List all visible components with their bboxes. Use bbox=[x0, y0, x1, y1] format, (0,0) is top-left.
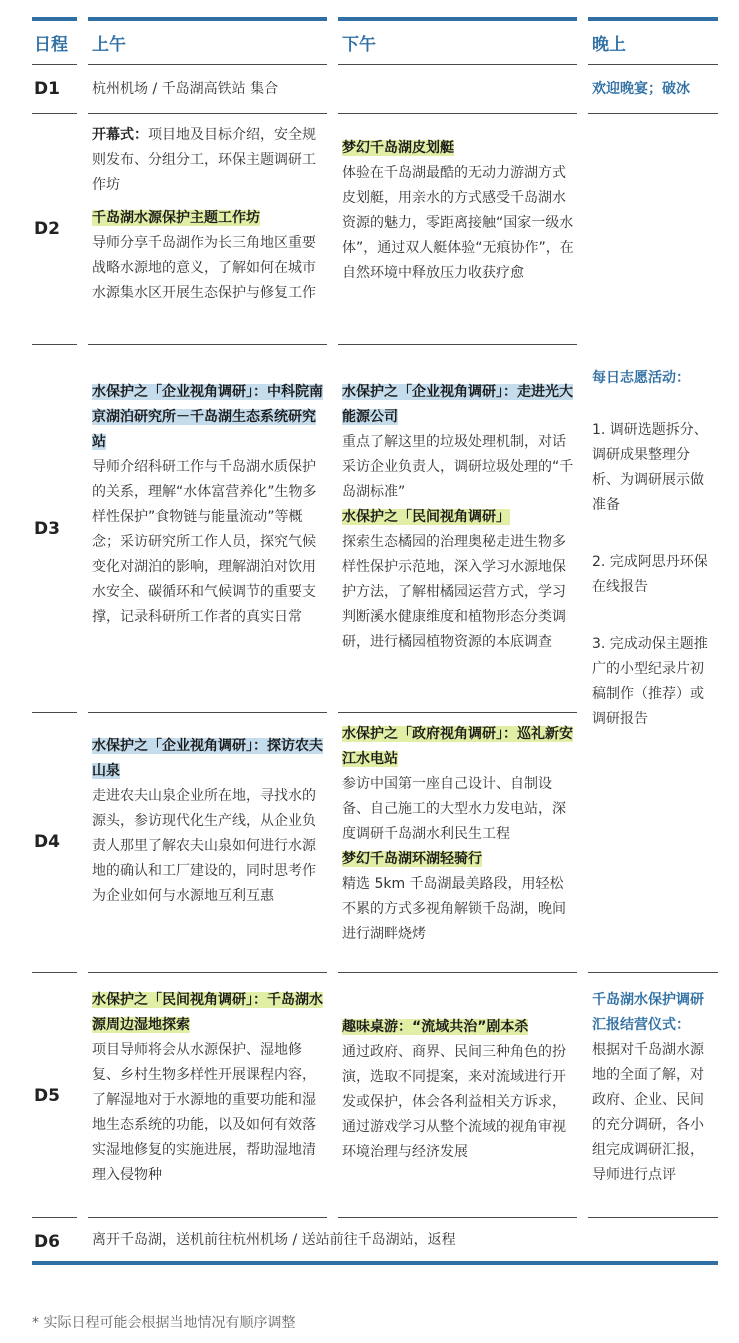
row-divider bbox=[588, 113, 718, 114]
d2-morning bbox=[92, 123, 326, 306]
d4-afternoon bbox=[342, 722, 576, 947]
row-divider bbox=[88, 712, 327, 713]
d5-wetland-text: 项目导师将会从水源保护、湿地修复、乡村生物多样性开展课程内容，了解湿地对于水源地的重要功能和湿地生态系统的功能，以及如何有效落实湿地修复的实施进展，帮助湿地清理入侵物种 bbox=[92, 1042, 316, 1183]
day-label-d5: D5 bbox=[34, 1086, 60, 1106]
d3-energy-text: 重点了解这里的垃圾处理机制，对话采访企业负责人，调研垃圾处理的“千岛湖标准” bbox=[342, 434, 574, 500]
d6-departure: 离开千岛湖，送机前往杭州机场 / 送站前往千岛湖站，返程 bbox=[92, 1232, 456, 1248]
d4-dam-text: 参访中国第一座自己设计、自制设备、自己施工的大型水力发电站，深度调研千岛湖水利民生工程 bbox=[342, 776, 566, 842]
row-divider bbox=[338, 344, 577, 345]
d4-dam-title: 水保护之「政府视角调研」：巡礼新安江水电站 bbox=[342, 726, 573, 767]
volunteer-item-1: 1. 调研选题拆分、调研成果整理分析、为调研展示做准备 bbox=[592, 422, 708, 513]
row-divider bbox=[32, 712, 77, 713]
row-divider bbox=[338, 113, 577, 114]
d5-game-title: 趣味桌游：“流域共治”剧本杀 bbox=[342, 1019, 529, 1035]
header-evening: 晚上 bbox=[592, 35, 626, 55]
row-divider bbox=[338, 972, 577, 973]
header-afternoon: 下午 bbox=[342, 35, 376, 55]
d4-nongfu-title: 水保护之「企业视角调研」：探访农夫山泉 bbox=[92, 738, 323, 779]
row-divider bbox=[88, 113, 327, 114]
d5-evening bbox=[592, 988, 716, 1188]
d3-orchard-title: 水保护之「民间视角调研」 bbox=[342, 509, 510, 525]
volunteer-item-3: 3. 完成动保主题推广的小型纪录片初稿制作（推荐）或调研报告 bbox=[592, 636, 708, 727]
header-bar-afternoon bbox=[338, 17, 577, 21]
d3-morning bbox=[92, 380, 326, 630]
volunteer-item-2: 2. 完成阿思丹环保在线报告 bbox=[592, 554, 708, 595]
header-bar-evening bbox=[588, 17, 718, 21]
d2-kayak-title: 梦幻千岛湖皮划艇 bbox=[342, 140, 454, 156]
d1-evening: 欢迎晚宴；破冰 bbox=[592, 81, 690, 97]
day-label-d6: D6 bbox=[34, 1232, 60, 1252]
row-divider bbox=[338, 1217, 577, 1218]
row-divider bbox=[588, 1217, 718, 1218]
d2-opening-label: 开幕式： bbox=[92, 127, 148, 143]
d5-closing-text: 根据对千岛湖水源地的全面了解，对政府、企业、民间的充分调研，各小组完成调研汇报，导师进行点评 bbox=[592, 1042, 704, 1183]
d1-morning: 杭州机场 / 千岛湖高铁站 集合 bbox=[92, 81, 279, 97]
d3-orchard-text: 探索生态橘园的治理奥秘走进生物多样性保护示范地，深入学习水源地保护方法，了解柑橘园运营方式，学习判断溪水健康维度和植物形态分类调研，进行橘园植物资源的本底调查 bbox=[342, 534, 566, 650]
header-day: 日程 bbox=[34, 35, 68, 55]
row-divider bbox=[338, 712, 577, 713]
d5-wetland-title: 水保护之「民间视角调研」：千岛湖水源周边湿地探索 bbox=[92, 992, 323, 1033]
d5-morning bbox=[92, 988, 326, 1188]
header-bar-morning bbox=[88, 17, 327, 21]
d4-morning bbox=[92, 734, 326, 909]
d3-institute-text: 导师介绍科研工作与千岛湖水质保护的关系，理解“水体富营养化”生物多样性保护”食物链与能量流动”等概念；采访研究所工作人员，探究气候变化对湖泊的影响，理解湖泊对饮用水安全、碳循环和气候调节的重要支撑，记录科研所工作者的真实日常 bbox=[92, 459, 317, 625]
d2-kayak-text: 体验在千岛湖最酷的无动力游湖方式皮划艇，用亲水的方式感受千岛湖水资源的魅力，零距离接触“国家一级水体”，通过双人艇体验“无痕协作”，在自然环境中释放压力收获疗愈 bbox=[342, 165, 574, 281]
row-divider bbox=[338, 64, 577, 65]
day-label-d2: D2 bbox=[34, 219, 60, 239]
row-divider bbox=[32, 113, 77, 114]
footnote: * 实际日程可能会根据当地情况有顺序调整 bbox=[32, 1315, 296, 1331]
d2-workshop-title: 千岛湖水源保护主题工作坊 bbox=[92, 210, 260, 226]
d3-afternoon bbox=[342, 380, 576, 655]
day-label-d3: D3 bbox=[34, 519, 60, 539]
table-bottom-bar bbox=[32, 1261, 718, 1265]
d3-energy-title: 水保护之「企业视角调研」：走进光大能源公司 bbox=[342, 384, 573, 425]
row-divider bbox=[32, 972, 77, 973]
row-divider bbox=[88, 344, 327, 345]
d5-afternoon bbox=[342, 1015, 576, 1165]
d5-closing-title: 千岛湖水保护调研汇报结营仪式： bbox=[592, 992, 704, 1033]
row-divider bbox=[588, 972, 718, 973]
d4-cycling-text: 精选 5km 千岛湖最美路段，用轻松不累的方式多视角解锁千岛湖，晚间进行湖畔烧烤 bbox=[342, 876, 566, 942]
day-label-d1: D1 bbox=[34, 79, 60, 99]
row-divider bbox=[88, 64, 327, 65]
header-bar-day bbox=[32, 17, 77, 21]
d5-game-text: 通过政府、商界、民间三种角色的扮演，选取不同提案，来对流域进行开发或保护，体会各利益相关方诉求，通过游戏学习从整个流域的视角审视环境治理与经济发展 bbox=[342, 1044, 566, 1160]
row-divider bbox=[32, 64, 77, 65]
d3-institute-title: 水保护之「企业视角调研」：中科院南京湖泊研究所－千岛湖生态系统研究站 bbox=[92, 384, 323, 450]
volunteer-title: 每日志愿活动： bbox=[592, 370, 690, 386]
header-morning: 上午 bbox=[92, 35, 126, 55]
d4-cycling-title: 梦幻千岛湖环湖轻骑行 bbox=[342, 851, 482, 867]
row-divider bbox=[88, 972, 327, 973]
row-divider bbox=[32, 1217, 77, 1218]
row-divider bbox=[88, 1217, 327, 1218]
d2-opening-text: 项目地及目标介绍，安全规则发布、分组分工，环保主题调研工作坊 bbox=[92, 127, 316, 193]
d4-nongfu-text: 走进农夫山泉企业所在地，寻找水的源头，参访现代化生产线，从企业负责人那里了解农夫山泉如何进行水源地的确认和工厂建设的，同时思考作为企业如何与水源地互利互惠 bbox=[92, 788, 316, 904]
row-divider bbox=[32, 344, 77, 345]
volunteer-activities bbox=[592, 366, 716, 732]
row-divider bbox=[588, 64, 718, 65]
d2-workshop-text: 导师分享千岛湖作为长三角地区重要战略水源地的意义，了解如何在城市水源集水区开展生态保护与修复工作 bbox=[92, 235, 316, 301]
day-label-d4: D4 bbox=[34, 832, 60, 852]
d2-afternoon bbox=[342, 136, 576, 286]
